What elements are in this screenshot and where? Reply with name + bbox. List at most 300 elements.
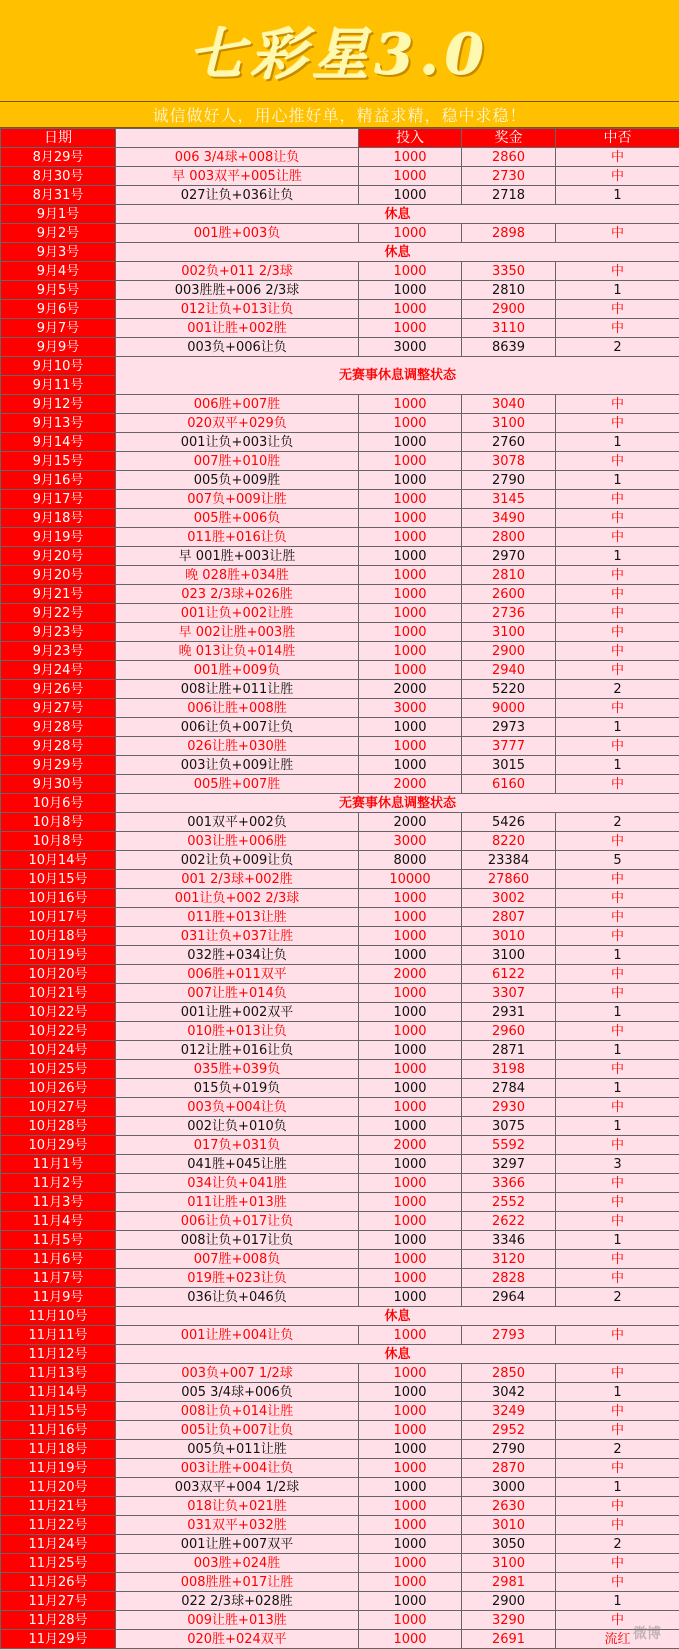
date-cell: 10月25号 <box>1 1060 116 1079</box>
result-cell: 1 <box>556 1079 679 1098</box>
result-cell: 中 <box>556 661 679 680</box>
stake-cell: 1000 <box>359 1554 462 1573</box>
pick-cell: 003负+004让负 <box>116 1098 359 1117</box>
date-cell: 9月6号 <box>1 300 116 319</box>
stake-cell: 1000 <box>359 1003 462 1022</box>
stake-cell: 1000 <box>359 1440 462 1459</box>
payout-cell: 2952 <box>462 1421 556 1440</box>
pick-cell: 006让负+007让负 <box>116 718 359 737</box>
payout-cell: 3120 <box>462 1250 556 1269</box>
date-cell: 8月29号 <box>1 148 116 167</box>
result-cell: 中 <box>556 1421 679 1440</box>
pick-cell: 001让胜+007双平 <box>116 1535 359 1554</box>
table-row <box>1 642 679 661</box>
pick-cell: 023 2/3球+026胜 <box>116 585 359 604</box>
result-cell: 中 <box>556 965 679 984</box>
date-cell: 11月3号 <box>1 1193 116 1212</box>
result-cell: 2 <box>556 338 679 357</box>
result-cell: 中 <box>556 870 679 889</box>
table-row <box>1 1193 679 1212</box>
payout-cell: 3100 <box>462 623 556 642</box>
date-cell: 11月27号 <box>1 1592 116 1611</box>
table-row <box>1 870 679 889</box>
payout-cell: 6160 <box>462 775 556 794</box>
pick-cell: 011让胜+013胜 <box>116 1193 359 1212</box>
slogan-text: 诚信做好人，用心推好单，精益求精，稳中求稳！ <box>152 103 526 126</box>
rest-note: 休息 <box>116 1307 679 1326</box>
table-row <box>1 1611 679 1630</box>
result-cell: 1 <box>556 471 679 490</box>
date-cell: 10月15号 <box>1 870 116 889</box>
date-cell: 9月21号 <box>1 585 116 604</box>
rest-note: 休息 <box>116 243 679 262</box>
pick-cell: 008让负+014让胜 <box>116 1402 359 1421</box>
rest-row <box>1 1345 679 1364</box>
pick-cell: 036让负+046负 <box>116 1288 359 1307</box>
date-cell: 9月22号 <box>1 604 116 623</box>
pick-cell: 012让负+013让负 <box>116 300 359 319</box>
table-row <box>1 1440 679 1459</box>
table-row <box>1 908 679 927</box>
rest-note: 休息 <box>116 1345 679 1364</box>
stake-cell: 1000 <box>359 167 462 186</box>
result-cell: 中 <box>556 1573 679 1592</box>
stake-cell: 1000 <box>359 1459 462 1478</box>
stake-cell: 2000 <box>359 680 462 699</box>
table-row <box>1 300 679 319</box>
table-row <box>1 281 679 300</box>
result-cell: 1 <box>556 1041 679 1060</box>
payout-cell: 23384 <box>462 851 556 870</box>
payout-cell: 3366 <box>462 1174 556 1193</box>
date-cell: 11月5号 <box>1 1231 116 1250</box>
payout-cell: 2793 <box>462 1326 556 1345</box>
table-row <box>1 1041 679 1060</box>
payout-cell: 3249 <box>462 1402 556 1421</box>
pick-cell: 002让负+009让负 <box>116 851 359 870</box>
pick-cell: 003负+006让负 <box>116 338 359 357</box>
table-row <box>1 1459 679 1478</box>
pick-cell: 020双平+029负 <box>116 414 359 433</box>
stake-cell: 1000 <box>359 1250 462 1269</box>
table-row <box>1 1079 679 1098</box>
pick-cell: 晚 013让负+014胜 <box>116 642 359 661</box>
table-row <box>1 680 679 699</box>
stake-cell: 1000 <box>359 756 462 775</box>
date-cell: 9月18号 <box>1 509 116 528</box>
date-cell: 10月17号 <box>1 908 116 927</box>
result-cell: 中 <box>556 1326 679 1345</box>
payout-cell: 9000 <box>462 699 556 718</box>
result-cell: 5 <box>556 851 679 870</box>
stake-cell: 1000 <box>359 1611 462 1630</box>
result-cell: 1 <box>556 1383 679 1402</box>
date-cell: 10月27号 <box>1 1098 116 1117</box>
result-cell: 中 <box>556 490 679 509</box>
date-cell: 9月9号 <box>1 338 116 357</box>
pick-cell: 002让负+010负 <box>116 1117 359 1136</box>
table-row <box>1 1136 679 1155</box>
table-row <box>1 1630 679 1649</box>
table-row <box>1 1364 679 1383</box>
payout-cell: 8220 <box>462 832 556 851</box>
table-row <box>1 699 679 718</box>
payout-cell: 3000 <box>462 1478 556 1497</box>
result-cell: 1 <box>556 1003 679 1022</box>
date-cell: 9月26号 <box>1 680 116 699</box>
table-row <box>1 851 679 870</box>
payout-cell: 2850 <box>462 1364 556 1383</box>
date-cell: 11月20号 <box>1 1478 116 1497</box>
payout-cell: 2960 <box>462 1022 556 1041</box>
date-cell: 10月19号 <box>1 946 116 965</box>
date-cell: 9月24号 <box>1 661 116 680</box>
table-row <box>1 338 679 357</box>
result-cell: 中 <box>556 737 679 756</box>
date-cell: 9月14号 <box>1 433 116 452</box>
header-payout: 奖金 <box>462 129 556 148</box>
date-cell: 11月29号 <box>1 1630 116 1649</box>
stake-cell: 1000 <box>359 984 462 1003</box>
table-row <box>1 1155 679 1174</box>
date-cell: 9月15号 <box>1 452 116 471</box>
pick-cell: 012让胜+016让负 <box>116 1041 359 1060</box>
result-cell: 1 <box>556 186 679 205</box>
date-cell: 11月2号 <box>1 1174 116 1193</box>
stake-cell: 1000 <box>359 889 462 908</box>
result-cell: 中 <box>556 262 679 281</box>
date-cell: 11月1号 <box>1 1155 116 1174</box>
table-row <box>1 604 679 623</box>
pick-cell: 018让负+021胜 <box>116 1497 359 1516</box>
pick-cell: 001 2/3球+002胜 <box>116 870 359 889</box>
result-cell: 中 <box>556 528 679 547</box>
result-cell: 2 <box>556 1535 679 1554</box>
table-row <box>1 889 679 908</box>
result-cell: 中 <box>556 1554 679 1573</box>
payout-cell: 2900 <box>462 642 556 661</box>
table-row <box>1 1117 679 1136</box>
payout-cell: 3307 <box>462 984 556 1003</box>
date-cell: 11月7号 <box>1 1269 116 1288</box>
payout-cell: 2600 <box>462 585 556 604</box>
pick-cell: 008让负+017让负 <box>116 1231 359 1250</box>
watermark: 微博 <box>633 1623 661 1643</box>
stake-cell: 1000 <box>359 1117 462 1136</box>
pick-cell: 005负+009胜 <box>116 471 359 490</box>
table-row <box>1 1478 679 1497</box>
payout-cell: 3100 <box>462 414 556 433</box>
stake-cell: 1000 <box>359 737 462 756</box>
pick-cell: 005 3/4球+006负 <box>116 1383 359 1402</box>
title-banner <box>0 0 679 102</box>
result-cell: 1 <box>556 1478 679 1497</box>
pick-cell: 010胜+013让负 <box>116 1022 359 1041</box>
table-row <box>1 148 679 167</box>
pick-cell: 001胜+003负 <box>116 224 359 243</box>
stake-cell: 1000 <box>359 585 462 604</box>
date-cell: 8月31号 <box>1 186 116 205</box>
records-table <box>0 128 679 1649</box>
payout-cell: 2630 <box>462 1497 556 1516</box>
stake-cell: 1000 <box>359 1079 462 1098</box>
date-cell: 9月2号 <box>1 224 116 243</box>
stake-cell: 1000 <box>359 1326 462 1345</box>
payout-cell: 2718 <box>462 186 556 205</box>
table-row <box>1 984 679 1003</box>
date-cell: 9月3号 <box>1 243 116 262</box>
table-row <box>1 509 679 528</box>
sheet-title: 七彩星3.0 <box>189 11 490 91</box>
result-cell: 中 <box>556 908 679 927</box>
pick-cell: 008胜胜+017让胜 <box>116 1573 359 1592</box>
stake-cell: 1000 <box>359 661 462 680</box>
payout-cell: 3050 <box>462 1535 556 1554</box>
table-row <box>1 1174 679 1193</box>
pick-cell: 027让负+036让负 <box>116 186 359 205</box>
date-cell: 9月7号 <box>1 319 116 338</box>
payout-cell: 3350 <box>462 262 556 281</box>
result-cell: 中 <box>556 1136 679 1155</box>
payout-cell: 2970 <box>462 547 556 566</box>
payout-cell: 2810 <box>462 566 556 585</box>
date-cell: 10月20号 <box>1 965 116 984</box>
result-cell: 中 <box>556 984 679 1003</box>
pick-cell: 001让负+002让胜 <box>116 604 359 623</box>
result-cell: 中 <box>556 1402 679 1421</box>
result-cell: 中 <box>556 832 679 851</box>
stake-cell: 1000 <box>359 1022 462 1041</box>
rest-note: 无赛事休息调整状态 <box>116 794 679 813</box>
payout-cell: 2900 <box>462 300 556 319</box>
result-cell: 中 <box>556 1516 679 1535</box>
pick-cell: 007负+009让胜 <box>116 490 359 509</box>
table-row <box>1 1516 679 1535</box>
stake-cell: 1000 <box>359 1231 462 1250</box>
stake-cell: 3000 <box>359 699 462 718</box>
table-row <box>1 1573 679 1592</box>
stake-cell: 2000 <box>359 965 462 984</box>
date-cell: 9月28号 <box>1 737 116 756</box>
rest-note: 休息 <box>116 205 679 224</box>
pick-cell: 006让负+017让负 <box>116 1212 359 1231</box>
stake-cell: 1000 <box>359 1098 462 1117</box>
date-cell: 11月19号 <box>1 1459 116 1478</box>
result-cell: 中 <box>556 1459 679 1478</box>
date-cell: 11月4号 <box>1 1212 116 1231</box>
stake-cell: 1000 <box>359 319 462 338</box>
stake-cell: 1000 <box>359 1041 462 1060</box>
payout-cell: 3010 <box>462 1516 556 1535</box>
pick-cell: 003让胜+006胜 <box>116 832 359 851</box>
stake-cell: 1000 <box>359 148 462 167</box>
date-cell: 9月19号 <box>1 528 116 547</box>
payout-cell: 8639 <box>462 338 556 357</box>
pick-cell: 晚 028胜+034胜 <box>116 566 359 585</box>
pick-cell: 022 2/3球+028胜 <box>116 1592 359 1611</box>
table-row <box>1 1497 679 1516</box>
payout-cell: 6122 <box>462 965 556 984</box>
pick-cell: 005胜+006负 <box>116 509 359 528</box>
pick-cell: 019胜+023让负 <box>116 1269 359 1288</box>
date-cell: 11月11号 <box>1 1326 116 1345</box>
payout-cell: 2800 <box>462 528 556 547</box>
pick-cell: 003胜胜+006 2/3球 <box>116 281 359 300</box>
payout-cell: 2828 <box>462 1269 556 1288</box>
stake-cell: 1000 <box>359 528 462 547</box>
result-cell: 中 <box>556 1212 679 1231</box>
stake-cell: 1000 <box>359 1364 462 1383</box>
date-cell: 9月20号 <box>1 547 116 566</box>
payout-cell: 2900 <box>462 1592 556 1611</box>
pick-cell: 003让胜+004让负 <box>116 1459 359 1478</box>
rest-row <box>1 243 679 262</box>
result-cell: 1 <box>556 1231 679 1250</box>
table-row <box>1 832 679 851</box>
stake-cell: 1000 <box>359 1060 462 1079</box>
stake-cell: 1000 <box>359 1402 462 1421</box>
result-cell: 中 <box>556 889 679 908</box>
result-cell: 中 <box>556 1060 679 1079</box>
stake-cell: 1000 <box>359 566 462 585</box>
stake-cell: 1000 <box>359 623 462 642</box>
pick-cell: 001让胜+002胜 <box>116 319 359 338</box>
rest-row <box>1 205 679 224</box>
date-cell: 10月6号 <box>1 794 116 813</box>
date-cell: 11月18号 <box>1 1440 116 1459</box>
date-cell: 10月22号 <box>1 1003 116 1022</box>
pick-cell: 001让胜+002双平 <box>116 1003 359 1022</box>
date-cell: 9月13号 <box>1 414 116 433</box>
payout-cell: 3078 <box>462 452 556 471</box>
pick-cell: 032胜+034让负 <box>116 946 359 965</box>
stake-cell: 2000 <box>359 813 462 832</box>
pick-cell: 035胜+039负 <box>116 1060 359 1079</box>
payout-cell: 3145 <box>462 490 556 509</box>
table-row <box>1 623 679 642</box>
date-cell: 9月12号 <box>1 395 116 414</box>
stake-cell: 1000 <box>359 1630 462 1649</box>
table-row <box>1 1326 679 1345</box>
date-cell: 10月8号 <box>1 813 116 832</box>
payout-cell: 2790 <box>462 471 556 490</box>
payout-cell: 3002 <box>462 889 556 908</box>
pick-cell: 031双平+032胜 <box>116 1516 359 1535</box>
payout-cell: 3015 <box>462 756 556 775</box>
stake-cell: 1000 <box>359 1383 462 1402</box>
table-row <box>1 433 679 452</box>
table-row <box>1 946 679 965</box>
pick-cell: 早 002让胜+003胜 <box>116 623 359 642</box>
table-row <box>1 167 679 186</box>
payout-cell: 5592 <box>462 1136 556 1155</box>
payout-cell: 2730 <box>462 167 556 186</box>
date-cell: 10月8号 <box>1 832 116 851</box>
result-cell: 3 <box>556 1155 679 1174</box>
result-cell: 中 <box>556 1497 679 1516</box>
pick-cell: 007胜+008负 <box>116 1250 359 1269</box>
payout-cell: 3290 <box>462 1611 556 1630</box>
date-cell: 9月5号 <box>1 281 116 300</box>
result-cell: 2 <box>556 813 679 832</box>
pick-cell: 007胜+010胜 <box>116 452 359 471</box>
table-row <box>1 490 679 509</box>
date-cell: 9月11号 <box>1 376 116 395</box>
table-row <box>1 1003 679 1022</box>
table-row <box>1 1592 679 1611</box>
result-cell: 中 <box>556 395 679 414</box>
date-cell: 9月17号 <box>1 490 116 509</box>
result-cell: 1 <box>556 718 679 737</box>
date-cell: 10月16号 <box>1 889 116 908</box>
table-row <box>1 1421 679 1440</box>
table-row <box>1 1060 679 1079</box>
stake-cell: 1000 <box>359 1535 462 1554</box>
date-cell: 11月24号 <box>1 1535 116 1554</box>
payout-cell: 3110 <box>462 319 556 338</box>
header-stake: 投入 <box>359 129 462 148</box>
table-row <box>1 1212 679 1231</box>
stake-cell: 1000 <box>359 1573 462 1592</box>
stake-cell: 1000 <box>359 414 462 433</box>
stake-cell: 1000 <box>359 642 462 661</box>
table-row <box>1 737 679 756</box>
pick-cell: 早 001胜+003让胜 <box>116 547 359 566</box>
payout-cell: 2691 <box>462 1630 556 1649</box>
date-cell: 10月24号 <box>1 1041 116 1060</box>
payout-cell: 3040 <box>462 395 556 414</box>
pick-cell: 005胜+007胜 <box>116 775 359 794</box>
payout-cell: 2871 <box>462 1041 556 1060</box>
pick-cell: 041胜+045让胜 <box>116 1155 359 1174</box>
result-cell: 1 <box>556 1117 679 1136</box>
pick-cell: 003胜+024胜 <box>116 1554 359 1573</box>
date-cell: 9月23号 <box>1 642 116 661</box>
date-cell: 11月25号 <box>1 1554 116 1573</box>
date-cell: 9月10号 <box>1 357 116 376</box>
result-cell: 1 <box>556 1592 679 1611</box>
stake-cell: 2000 <box>359 775 462 794</box>
table-row <box>1 965 679 984</box>
result-cell: 中 <box>556 775 679 794</box>
header-row <box>1 129 679 148</box>
rest-row <box>1 1307 679 1326</box>
result-cell: 2 <box>556 1288 679 1307</box>
date-cell: 11月9号 <box>1 1288 116 1307</box>
payout-cell: 3490 <box>462 509 556 528</box>
table-row <box>1 756 679 775</box>
stake-cell: 1000 <box>359 1288 462 1307</box>
result-cell: 2 <box>556 1440 679 1459</box>
result-cell: 1 <box>556 433 679 452</box>
stake-cell: 1000 <box>359 908 462 927</box>
stake-cell: 1000 <box>359 1193 462 1212</box>
pick-cell: 001让胜+004让负 <box>116 1326 359 1345</box>
date-cell: 11月6号 <box>1 1250 116 1269</box>
stake-cell: 1000 <box>359 946 462 965</box>
payout-cell: 2870 <box>462 1459 556 1478</box>
table-row <box>1 1022 679 1041</box>
stake-cell: 1000 <box>359 186 462 205</box>
result-cell: 中 <box>556 699 679 718</box>
result-cell: 中 <box>556 452 679 471</box>
stake-cell: 1000 <box>359 224 462 243</box>
stake-cell: 1000 <box>359 452 462 471</box>
payout-cell: 3777 <box>462 737 556 756</box>
date-cell: 11月13号 <box>1 1364 116 1383</box>
table-row <box>1 547 679 566</box>
pick-cell: 017负+031负 <box>116 1136 359 1155</box>
